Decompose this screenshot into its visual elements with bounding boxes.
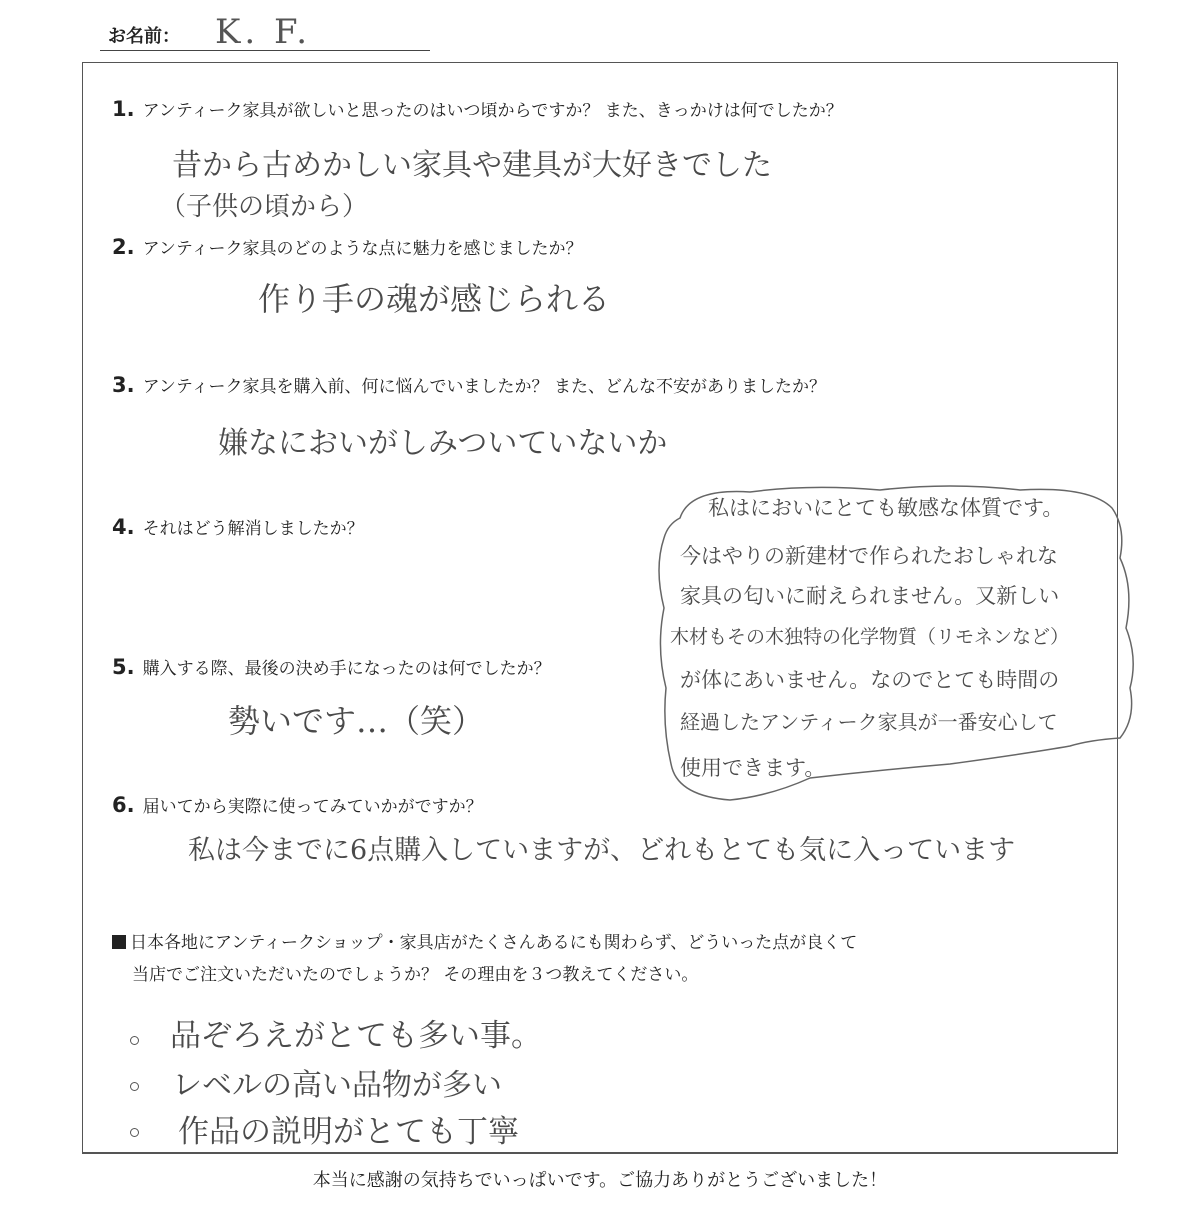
- square-bullet-icon: [112, 935, 126, 949]
- question-3: [112, 372, 826, 397]
- footer-thanks: 本当に感謝の気持ちでいっぱいです。ご協力ありがとうございました！: [312, 1170, 888, 1191]
- name-underline: [100, 50, 430, 51]
- question-4-number: 4.: [112, 515, 135, 539]
- question-6: [112, 792, 483, 817]
- question-4-text: それはどう解消しましたか？: [142, 519, 364, 539]
- answer-5: 勢いです…（笑）: [228, 702, 485, 740]
- answer-2: 作り手の魂が感じられる: [258, 280, 611, 318]
- reason-1: 品ぞろえがとても多い事。: [170, 1018, 542, 1054]
- answer-1-line-1: 昔から古めかしい家具や建具が大好きでした: [172, 148, 772, 183]
- reason-2: レベルの高い品物が多い: [172, 1068, 502, 1103]
- answer-6: 私は今までに6点購入していますが、どれもとても気に入っています: [188, 835, 1016, 866]
- reasons-intro: [112, 927, 857, 991]
- name-label: お名前：: [108, 26, 180, 47]
- reason-2-bullet-icon: [130, 1082, 139, 1091]
- question-5-text: 購入する際、最後の決め手になったのは何でしたか？: [142, 659, 551, 679]
- question-1-text: アンティーク家具が欲しいと思ったのはいつ頃からですか？ また、きっかけは何でしたか？: [142, 101, 843, 121]
- reason-3: 作品の説明がとても丁寧: [178, 1114, 519, 1150]
- reason-1-bullet-icon: [130, 1036, 139, 1045]
- answer-1-line-2: （子供の頃から）: [160, 192, 369, 222]
- answer-4-line-2: 今はやりの新建材で作られたおしゃれな: [680, 544, 1058, 568]
- question-2: [112, 234, 583, 259]
- reasons-intro-line-1: 日本各地にアンティークショップ・家具店がたくさんあるにも関わらず、どういった点が良くて: [130, 933, 858, 953]
- answer-4-line-3: 家具の匂いに耐えられません。又新しい: [680, 584, 1060, 608]
- question-6-text: 届いてから実際に使ってみていかがですか？: [142, 797, 483, 817]
- question-2-text: アンティーク家具のどのような点に魅力を感じましたか？: [142, 239, 583, 259]
- name-value: K. F.: [215, 12, 312, 52]
- reason-3-bullet-icon: [130, 1128, 139, 1137]
- answer-4-line-1: 私はにおいにとても敏感な体質です。: [708, 496, 1064, 520]
- question-5-number: 5.: [112, 655, 135, 679]
- question-4: [112, 514, 364, 539]
- question-6-number: 6.: [112, 793, 135, 817]
- question-2-number: 2.: [112, 235, 135, 259]
- question-3-number: 3.: [112, 373, 135, 397]
- question-1: [112, 96, 843, 121]
- question-5: [112, 654, 551, 679]
- answer-4-line-5: が体にあいません。なのでとても時間の: [680, 668, 1060, 692]
- question-3-text: アンティーク家具を購入前、何に悩んでいましたか？ また、どんな不安がありましたか？: [142, 377, 826, 397]
- answer-4-line-6: 経過したアンティーク家具が一番安心して: [680, 710, 1058, 734]
- footer-divider: [82, 1152, 1118, 1153]
- answer-4-line-4: 木材もその木独特の化学物質（リモネンなど）: [670, 626, 1070, 648]
- reasons-intro-line-2: 当店でご注文いただいたのでしょうか？ その理由を３つ教えてください。: [132, 965, 699, 985]
- answer-3: 嫌なにおいがしみついていないか: [218, 426, 668, 461]
- answer-4-line-7: 使用できます。: [680, 756, 826, 780]
- question-1-number: 1.: [112, 97, 135, 121]
